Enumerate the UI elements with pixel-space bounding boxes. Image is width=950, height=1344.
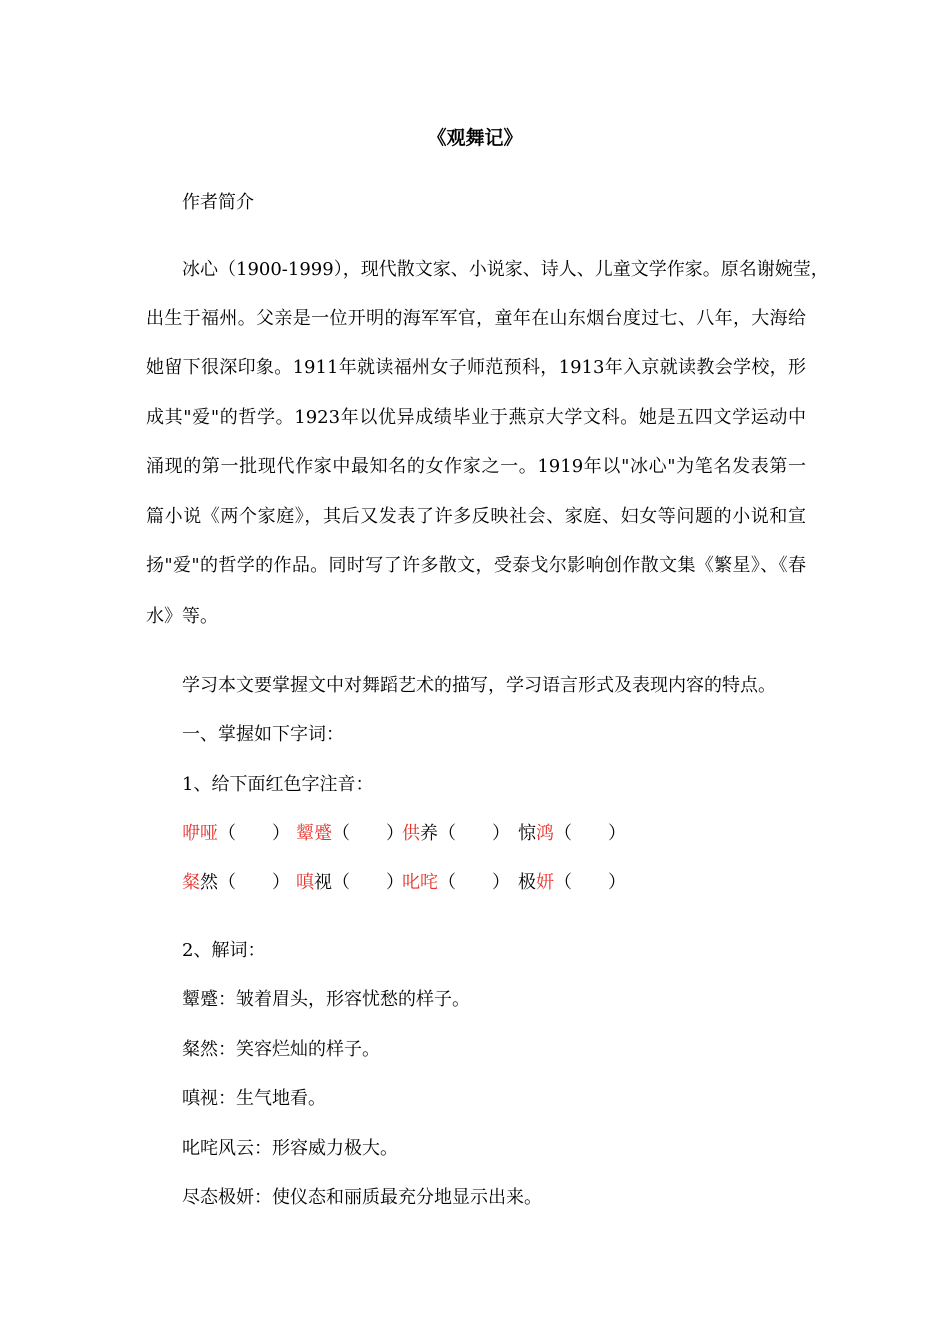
blank-parentheses: （ ）	[438, 823, 510, 844]
highlighted-chars: 叱咤	[402, 872, 438, 893]
bio-line: 出生于福州。父亲是一位开明的海军军官，童年在山东烟台度过七、八年，大海给	[146, 308, 806, 329]
blank-parentheses: （ ）	[218, 823, 290, 844]
section-heading-author: 作者简介	[182, 192, 254, 213]
blank-parentheses: （ ）	[438, 872, 510, 893]
bio-line: 冰心（1900-1999），现代散文家、小说家、诗人、儿童文学作家。原名谢婉莹，	[182, 259, 829, 280]
definition-item: 粲然：笑容烂灿的样子。	[182, 1039, 380, 1060]
highlighted-chars: 妍	[536, 872, 554, 893]
bio-line: 扬"爱"的哲学的作品。同时写了许多散文，受泰戈尔影响创作散文集《繁星》、《春	[146, 555, 806, 576]
blank-parentheses: （ ）	[554, 872, 626, 893]
highlighted-chars: 颦蹙	[296, 823, 332, 844]
pinyin-item	[296, 820, 404, 848]
study-goal: 学习本文要掌握文中对舞蹈艺术的描写，学习语言形式及表现内容的特点。	[182, 675, 776, 696]
pinyin-item	[518, 869, 626, 897]
pinyin-item	[182, 820, 290, 848]
blank-parentheses: （ ）	[218, 872, 290, 893]
definition-item: 叱咤风云：形容威力极大。	[182, 1138, 398, 1159]
highlighted-chars: 鸿	[536, 823, 554, 844]
highlighted-chars: 咿哑	[182, 823, 218, 844]
part-one-heading: 一、掌握如下字词：	[182, 724, 344, 745]
bio-line: 涌现的第一批现代作家中最知名的女作家之一。1919年以"冰心"为笔名发表第一	[146, 456, 806, 477]
highlighted-chars: 粲	[182, 872, 200, 893]
question-1: 1、给下面红色字注音：	[182, 774, 374, 795]
highlighted-chars: 嗔	[296, 872, 314, 893]
plain-chars: 惊	[518, 823, 536, 844]
pinyin-item	[518, 820, 626, 848]
plain-chars: 然	[200, 872, 218, 893]
plain-chars: 极	[518, 872, 536, 893]
bio-line: 水》等。	[146, 606, 218, 627]
question-2: 2、解词：	[182, 940, 266, 961]
plain-chars: 养	[420, 823, 438, 844]
blank-parentheses: （ ）	[554, 823, 626, 844]
definition-item: 颦蹙：皱着眉头，形容忧愁的样子。	[182, 989, 470, 1010]
document-title: 《观舞记》	[427, 127, 523, 149]
pinyin-item	[182, 869, 290, 897]
highlighted-chars: 供	[402, 823, 420, 844]
pinyin-item	[402, 869, 510, 897]
plain-chars: 视	[314, 872, 332, 893]
bio-line: 篇小说《两个家庭》，其后又发表了许多反映社会、家庭、妇女等问题的小说和宣	[146, 506, 806, 527]
bio-line: 成其"爱"的哲学。1923年以优异成绩毕业于燕京大学文科。她是五四文学运动中	[146, 407, 806, 428]
blank-parentheses: （ ）	[332, 872, 404, 893]
pinyin-item	[402, 820, 510, 848]
pinyin-item	[296, 869, 404, 897]
blank-parentheses: （ ）	[332, 823, 404, 844]
bio-line: 她留下很深印象。1911年就读福州女子师范预科，1913年入京就读教会学校，形	[146, 357, 806, 378]
definition-item: 嗔视：生气地看。	[182, 1088, 326, 1109]
definition-item: 尽态极妍：使仪态和丽质最充分地显示出来。	[182, 1187, 542, 1208]
